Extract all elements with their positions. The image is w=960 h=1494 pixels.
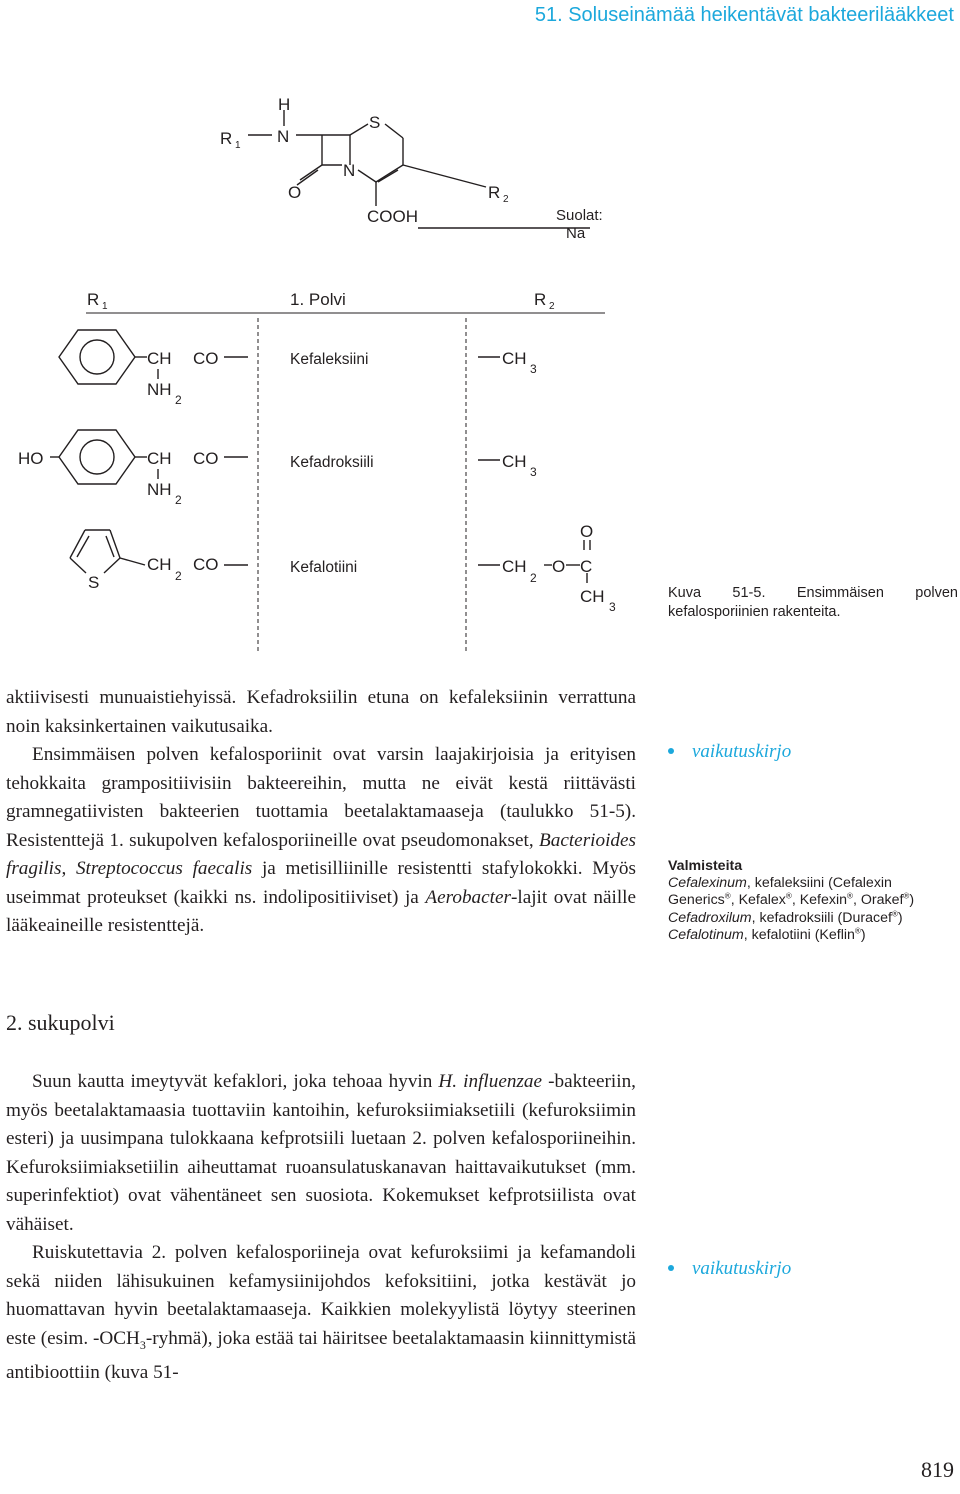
row1-ch: CH	[147, 349, 172, 368]
row3-co: CO	[193, 555, 219, 574]
row1-nh: NH	[147, 380, 172, 399]
paragraph-2: Ensimmäisen polven kefalosporiinit ovat varsin laajakirjoisia ja erityisen tehokkaita grampositiivisiin bakteereihin, mutta ne eivät kestä riittävästi gramnegatiivisten bakteerien tuottamia beetalaktamaaseja (taulukko 51-5). Resistenttejä 1. sukupolven kefalosporiineille ovat pseudomonakset, Bacterioides fragilis, Streptococcus faecalis ja metisilliinille resistentti stafylokokki. Myös useimmat proteukset (kaikki ns. indolipositiiviset) ja Aerobacter-lajit ovat näille lääkeaineille resistenttejä.	[6, 744, 637, 936]
margin-note-spectrum-2: vaikutuskirjo	[668, 1258, 791, 1280]
figure-caption: Kuva 51-5. Ensimmäisen polven kefalosporiinien rakenteita.	[668, 585, 958, 620]
preparation-line-2: Generics®, Kefalex®, Kefexin®, Orakef®)	[668, 891, 915, 909]
bullet-icon	[668, 748, 674, 754]
row2-r2-ch: CH	[502, 452, 527, 471]
species-bacterioides: Bacterioides fragilis	[6, 829, 636, 879]
paragraph-4: Ruiskutettavia 2. polven kefalosporiineja ovat kefuroksiimi ja kefamandoli sekä niiden lähisukuinen kefamysiinijohdos kefoksitiini, jotka kestävät jo huomattavan hyvin beetalaktamaaseja. Kaikkien molekyylistä löytyy steerinen este (esim. $-OCH_3-ryhmä$), joka estää tai häiritsee beetalaktamaasin kiinnittymistä antibioottiin (kuva 51-	[6, 1242, 636, 1383]
row2-co: CO	[193, 449, 219, 468]
phenyl-ring-2	[50, 430, 500, 484]
row2-ho: HO	[18, 449, 44, 468]
row3-ch-sub: 2	[175, 569, 182, 583]
genus-aerobacter: Aerobacter	[425, 886, 511, 908]
cephalosporin-structure-figure	[0, 0, 960, 660]
header-r1: R	[87, 290, 100, 309]
r1-subscript: 1	[235, 140, 241, 151]
row2-nh: NH	[147, 480, 172, 499]
row3-drug-name: Kefalotiini	[290, 559, 358, 576]
salts-title: Suolat:	[556, 207, 603, 224]
header-r2: R	[534, 290, 547, 309]
row3-r2-ch3-sub: 3	[609, 600, 616, 614]
row3-r2-sub: 2	[530, 571, 537, 585]
header-generation: 1. Polvi	[290, 290, 346, 309]
row1-r2-ch: CH	[502, 349, 527, 368]
row1-co: CO	[193, 349, 219, 368]
row3-r2-ch: CH	[502, 557, 527, 576]
row2-nh-sub: 2	[175, 493, 182, 507]
preparations-title: Valmisteita	[668, 858, 743, 874]
r1-label: R	[220, 129, 233, 148]
header-r1-sub: 1	[102, 301, 108, 312]
row3-r2-o: O	[552, 557, 566, 576]
h-atom: H	[278, 95, 291, 114]
o-carbonyl-atom: O	[288, 183, 302, 202]
row1-r2-sub: 3	[530, 362, 537, 376]
row1-drug-name: Kefaleksiini	[290, 351, 369, 368]
row3-r2-c: C	[580, 557, 593, 576]
preparation-line-1: Cefalexinum, kefaleksiini (Cefalexin	[668, 875, 892, 892]
row3-r2-ch3: CH	[580, 587, 605, 606]
r2-label: R	[488, 183, 501, 202]
bullet-icon	[668, 1265, 674, 1271]
row3-s: S	[88, 573, 100, 592]
s-ring-atom: S	[369, 113, 381, 132]
species-streptococcus: Streptococcus faecalis	[75, 858, 253, 879]
row2-ch: CH	[147, 449, 172, 468]
page-number: 819	[921, 1457, 954, 1482]
salts-value: Na	[566, 225, 586, 242]
n-ring-atom: N	[343, 161, 356, 180]
preparation-line-3: Cefadroxilum, kefadroksiili (Duracef®)	[668, 908, 903, 926]
r2-subscript: 2	[503, 194, 509, 205]
paragraph-3: Suun kautta imeytyvät kefaklori, joka tehoaa hyvin H. influenzae -bakteeriin, myös beetalaktamaasia tuottaviin kantoihin, kefuroksiimiaksetiili (kefuroksiimin esteri) ja uusimpana tulokkaana kefprotsiili luetaan 2. polven kefalosporiineihin. Kefuroksiimiaksetiilin aiheuttamat ruoansulatuskanavan haittavaikutukset (mm. superinfektiot) ovat vähentäneet sen suosiota. Kokemukset kefprotsiilista ovat vähäiset.	[6, 1071, 636, 1235]
left-column-lower	[6, 1068, 636, 1387]
section-heading: 2. sukupolvi	[6, 1010, 115, 1035]
cooh-group: COOH	[367, 207, 418, 226]
preparation-line-4: Cefalotinum, kefalotiini (Keflin®)	[668, 926, 866, 943]
left-column-upper	[6, 684, 636, 941]
header-r2-sub: 2	[549, 301, 555, 312]
phenyl-ring-1	[59, 330, 500, 384]
row1-nh-sub: 2	[175, 393, 182, 407]
margin-note-spectrum-1: vaikutuskirjo	[668, 741, 791, 763]
row2-drug-name: Kefadroksiili	[290, 454, 374, 471]
row2-r2-sub: 3	[530, 465, 537, 479]
row3-ch: CH	[147, 555, 172, 574]
n-amide-atom: N	[277, 127, 290, 146]
row3-r2-o-top: O	[580, 522, 594, 541]
core-structure-bonds	[248, 110, 590, 228]
species-h-influenzae: H. influenzae	[438, 1071, 543, 1092]
running-head: 51. Soluseinämää heikentävät bakteerilääkkeet	[534, 4, 954, 26]
preparations-box	[668, 858, 958, 944]
paragraph-1: aktiivisesti munuaistiehyissä. Kefadroksiilin etuna on kefaleksiinin verrattuna noin kaksinkertainen vaikutusaika.	[6, 687, 636, 737]
